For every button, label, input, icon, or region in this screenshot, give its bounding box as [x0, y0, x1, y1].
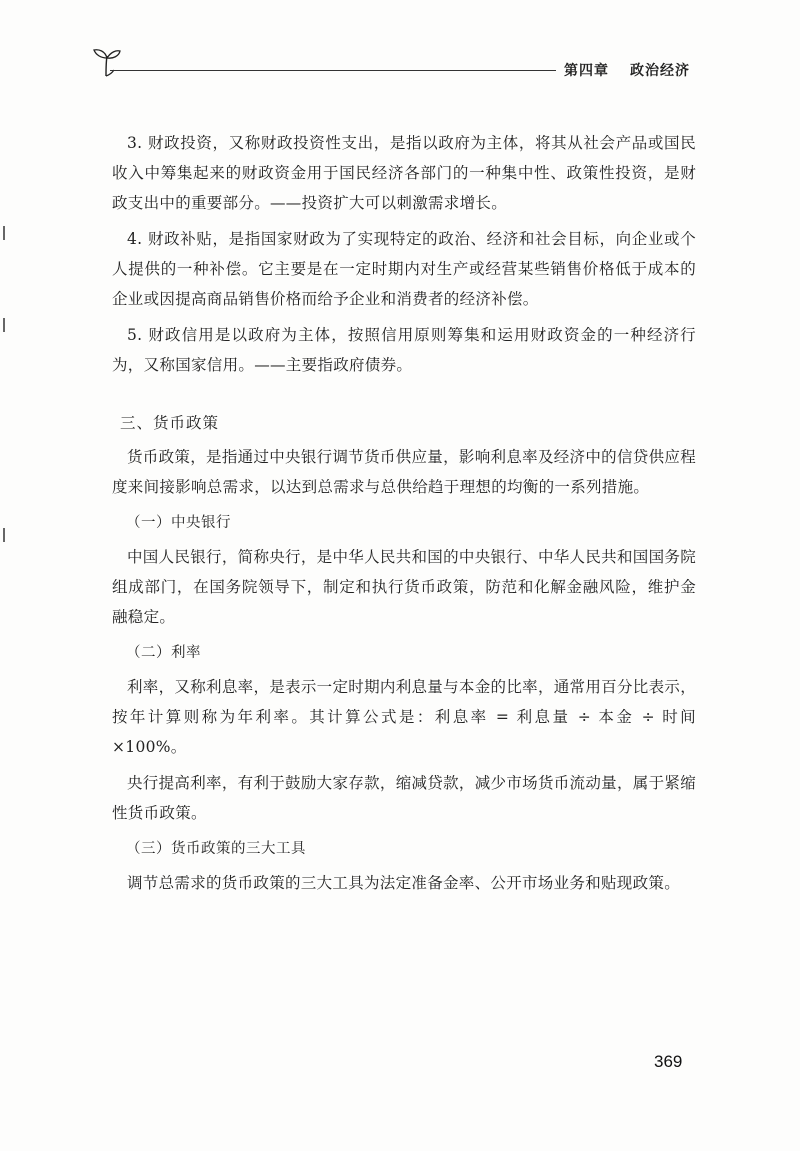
subheading-policy-tools: （三）货币政策的三大工具 [126, 841, 306, 857]
paragraph-fiscal-investment: 3. 财政投资，又称财政投资性支出，是指以政府为主体，将其从社会产品或国民收入中筹集起来的财政资金用于国民经济各部门的一种集中性、政策性投资，是财政支出中的重要部分。——投资扩大可以刺激需求增长。 [112, 134, 696, 212]
section-heading-monetary-policy: 三、货币政策 [120, 414, 220, 432]
header-rule [110, 70, 556, 71]
scan-edge-mark [3, 318, 5, 332]
paragraph-fiscal-credit: 5. 财政信用是以政府为主体，按照信用原则筹集和运用财政资金的一种经济行为，又称国家信用。——主要指政府债券。 [112, 326, 696, 374]
paragraph-interest-definition: 利率，又称利息率，是表示一定时期内利息量与本金的比率，通常用百分比表示，按年计算则称为年利率。其计算公式是：利息率 = 利息量 ÷ 本金 ÷ 时间 ×100%。 [112, 678, 696, 756]
subheading-central-bank: （一）中央银行 [126, 515, 231, 531]
page-body [112, 128, 696, 904]
subheading-interest-rate: （二）利率 [126, 645, 201, 661]
paragraph-interest-effect: 央行提高利率，有利于鼓励大家存款，缩减贷款，减少市场货币流动量，属于紧缩性货币政策。 [112, 774, 696, 822]
chapter-label: 第四章 [564, 63, 609, 79]
scan-edge-mark [3, 226, 5, 240]
page-number: 369 [654, 1052, 683, 1071]
paragraph-fiscal-subsidy: 4. 财政补贴，是指国家财政为了实现特定的政治、经济和社会目标，向企业或个人提供的一种补偿。它主要是在一定时期内对生产或经营某些销售价格低于成本的企业或因提高商品销售价格而给予企业和消费者的经济补偿。 [112, 230, 696, 308]
paragraph-monetary-intro: 货币政策，是指通过中央银行调节货币供应量，影响利息率及经济中的信贷供应程度来间接影响总需求，以达到总需求与总供给趋于理想的均衡的一系列措施。 [112, 448, 696, 496]
sprout-icon [92, 46, 122, 78]
paragraph-central-bank: 中国人民银行，简称央行，是中华人民共和国的中央银行、中华人民共和国国务院组成部门，在国务院领导下，制定和执行货币政策，防范和化解金融风险，维护金融稳定。 [112, 548, 696, 626]
scan-edge-mark [3, 528, 5, 542]
paragraph-policy-tools: 调节总需求的货币政策的三大工具为法定准备金率、公开市场业务和贴现政策。 [127, 874, 681, 892]
chapter-title: 政治经济 [630, 63, 690, 79]
running-header [92, 46, 702, 80]
